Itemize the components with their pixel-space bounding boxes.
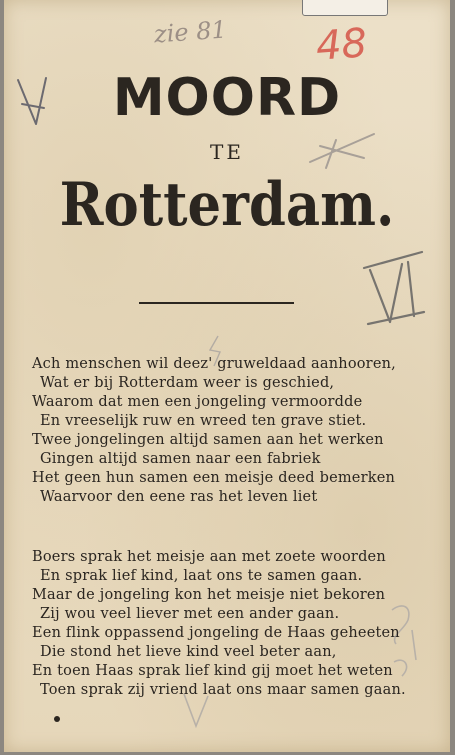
title-connector: TE (210, 140, 244, 164)
title-divider (139, 302, 294, 304)
pencil-reference-note: zie 81 (153, 15, 228, 49)
verse-line: En vreeselijk ruw en wreed ten grave stiet. (40, 413, 367, 429)
pencil-roman-numeral-icon (358, 246, 428, 330)
red-catalog-number: 48 (314, 20, 369, 70)
verse-line: En toen Haas sprak lief kind gij moet het weten (32, 663, 393, 679)
broadsheet-page (4, 0, 450, 752)
verse-line: Gingen altijd samen naar een fabriek (40, 451, 321, 467)
verse-line: Waarvoor den eene ras het leven liet (40, 489, 318, 505)
verse-line: En sprak lief kind, laat ons te samen gaan. (40, 568, 363, 584)
verse-line: Zij wou veel liever met een ander gaan. (40, 606, 340, 622)
verse-line: Die stond het lieve kind veel beter aan, (40, 644, 337, 660)
verse-line: Wat er bij Rotterdam weer is geschied, (40, 375, 335, 391)
title-city: Rotterdam. (59, 170, 395, 240)
verse-line: Waarom dat men een jongeling vermoordde (32, 394, 363, 410)
verse-line: Ach menschen wil deez' gruweldaad aanhooren, (32, 356, 396, 372)
verse-line: Boers sprak het meisje aan met zoete woorden (32, 549, 386, 565)
verse-line: Twee jongelingen altijd samen aan het werken (32, 432, 384, 448)
verse-line: Een flink oppassend jongeling de Haas geheeten (32, 625, 400, 641)
verse-line: Het geen hun samen een meisje deed bemerken (32, 470, 396, 486)
title-main: MOORD (112, 68, 342, 128)
verse-line: Toen sprak zij vriend laat ons maar samen gaan. (40, 682, 406, 698)
verse-line: Maar de jongeling kon het meisje niet bekoren (32, 587, 386, 603)
catalog-stamp (302, 0, 388, 16)
ink-blot-icon (52, 714, 62, 724)
